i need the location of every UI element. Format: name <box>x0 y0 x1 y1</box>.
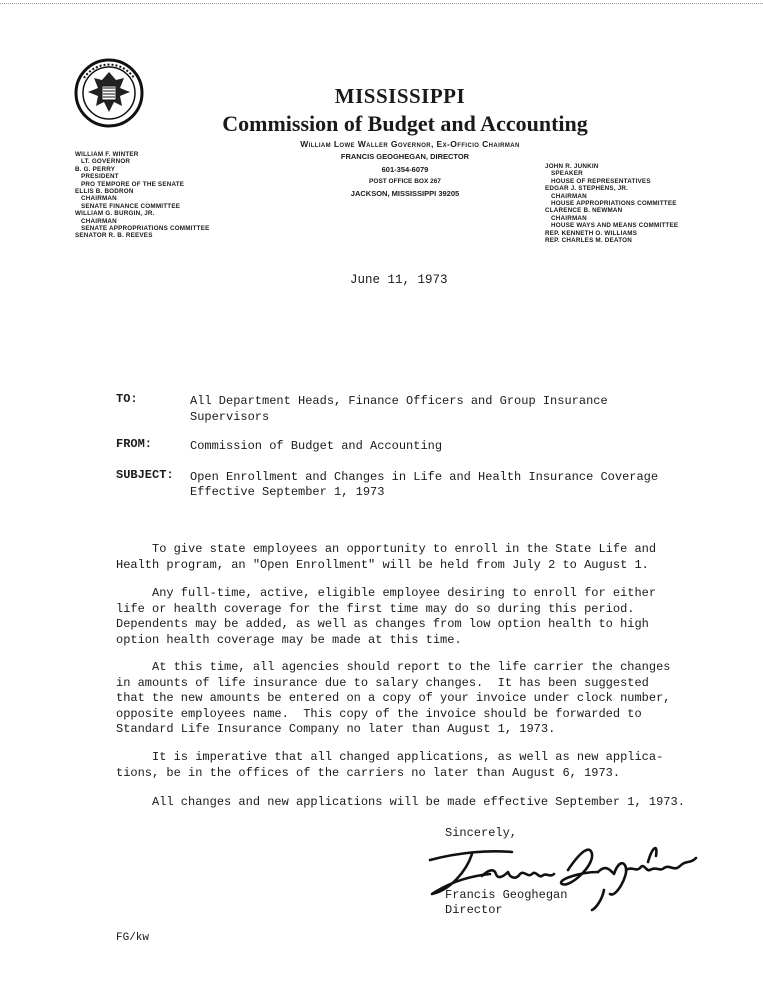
letterhead-po-box: POST OFFICE BOX 267 <box>369 178 441 185</box>
member-line: PRESIDENT <box>81 173 119 181</box>
letterhead-chairman: William Lowe Waller Governor, Ex-Officio Chairman <box>300 139 520 149</box>
member-line: WILLIAM G. BURGIN, JR. <box>75 210 155 218</box>
member-line: HOUSE APPROPRIATIONS COMMITTEE <box>551 200 677 208</box>
member-line: WILLIAM F. WINTER <box>75 151 139 158</box>
body-paragraph-4: It is imperative that all changed applications, as well as new applica- tions, be in the offices of the carriers no later than August 6, 1973. <box>116 750 664 780</box>
subject-value-line2: Effective September 1, 1973 <box>190 485 385 499</box>
member-line: HOUSE WAYS AND MEANS COMMITTEE <box>551 222 679 230</box>
member-line: ELLIS B. BODRON <box>75 188 134 196</box>
member-line: CHAIRMAN <box>81 217 117 225</box>
member-line: JOHN R. JUNKIN <box>545 163 599 170</box>
letterhead-phone: 601-354-6079 <box>381 165 429 174</box>
member-line: SENATOR R. B. REEVES <box>75 232 153 240</box>
scan-top-edge <box>0 3 763 5</box>
member-line: LT. GOVERNOR <box>81 158 131 166</box>
typist-initials: FG/kw <box>116 932 150 944</box>
to-value: All Department Heads, Finance Officers and Group Insurance Supervisors <box>190 394 608 424</box>
member-line: SPEAKER <box>551 170 583 178</box>
member-line: CHAIRMAN <box>81 195 117 203</box>
member-line: CHAIRMAN <box>551 192 587 200</box>
signer-title: Director <box>445 903 503 917</box>
member-line: PRO TEMPORE OF THE SENATE <box>81 180 185 188</box>
members-right-list <box>545 163 678 244</box>
body-paragraph-1: To give state employees an opportunity to enroll in the State Life and Health program, an "Open Enrollment" will be held from July 2 to August 1. <box>116 542 657 572</box>
to-label: TO: <box>116 392 138 406</box>
letterhead-state: MISSISSIPPI <box>334 84 466 108</box>
member-line: EDGAR J. STEPHENS, JR. <box>545 185 629 193</box>
body-paragraph-3: At this time, all agencies should report to the life carrier the changes in amounts of life insurance due to salary changes. It has been suggested that the new amounts be entered on a copy of your invoice under clock number, opposite employees name. This copy of the invoice should be forwarded to Standard Life Insurance Company no later than August 1, 1973. <box>116 660 671 736</box>
members-left-list <box>75 151 210 240</box>
subject-label: SUBJECT: <box>116 468 174 482</box>
state-seal-icon <box>74 58 144 128</box>
body-paragraph-5: All changes and new applications will be made effective September 1, 1973. <box>116 795 685 809</box>
member-line: HOUSE OF REPRESENTATIVES <box>551 177 651 185</box>
member-line: B. G. PERRY <box>75 165 116 173</box>
from-value: Commission of Budget and Accounting <box>190 439 443 453</box>
body-paragraph-2: Any full-time, active, eligible employee desiring to enroll for either life or health coverage for the first time may do so during this period. Dependents may be added, as well as changes from low option health to high option health coverage may be made at this time. <box>116 586 657 647</box>
closing-sincerely: Sincerely, <box>445 826 518 840</box>
member-line: CHAIRMAN <box>551 214 587 222</box>
from-label: FROM: <box>116 437 153 451</box>
letterhead-director: FRANCIS GEOGHEGAN, DIRECTOR <box>340 152 470 161</box>
subject-value-line1: Open Enrollment and Changes in Life and Health Insurance Coverage <box>190 470 659 484</box>
member-line: SENATE FINANCE COMMITTEE <box>81 202 181 210</box>
letter-date: June 11, 1973 <box>350 273 448 287</box>
member-line: CLARENCE B. NEWMAN <box>545 207 623 215</box>
member-line: SENATE APPROPRIATIONS COMMITTEE <box>81 225 210 233</box>
signer-name: Francis Geoghegan <box>445 888 568 902</box>
letterhead-city: JACKSON, MISSISSIPPI 39205 <box>350 189 460 198</box>
member-line: REP. CHARLES M. DEATON <box>545 237 632 245</box>
letterhead-commission: Commission of Budget and Accounting <box>222 111 588 136</box>
member-line: REP. KENNETH O. WILLIAMS <box>545 229 638 237</box>
